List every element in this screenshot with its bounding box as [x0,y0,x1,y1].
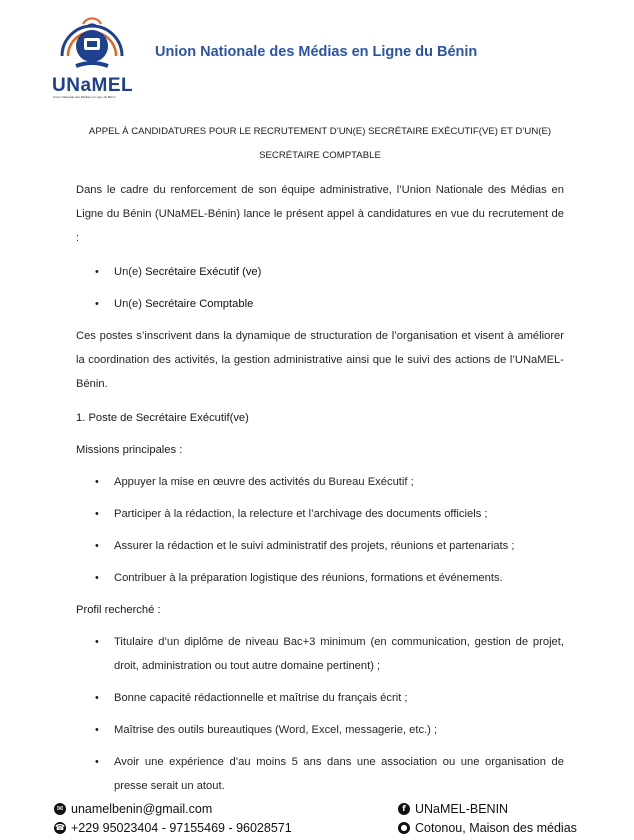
document-body [76,120,564,806]
footer-address [398,821,577,835]
document-title [76,120,564,168]
list-item: • Bonne capacité rédactionnelle et maîtrise du français écrit ; [76,686,564,710]
position-name: Secrétaire Comptable [145,298,254,310]
address-text: Cotonou, Maison des médias [415,821,577,835]
missions-heading: Missions principales : [76,444,183,456]
list-item: • Maîtrise des outils bureautiques (Word, Excel, messagerie, etc.) ; [76,718,564,742]
phone-text: +229 95023404 - 97155469 - 96028571 [71,821,292,835]
title-line-2: SECRÉTAIRE COMPTABLE [259,150,381,161]
context-paragraph: Ces postes s’inscrivent dans la dynamique de structuration de l’organisation et visent à améliorer la coordination des activités, la gestion administrative ainsi que le suivi des actions de l’UNaMEL-Bénin. [76,330,564,390]
letterhead [50,16,590,102]
position-prefix: Un(e) [114,298,146,310]
positions-list [76,260,564,316]
facebook-icon: f [398,803,410,815]
list-item [76,292,564,316]
section-heading: 1. Poste de Secrétaire Exécutif(ve) [76,412,249,424]
email-icon: ✉ [54,803,66,815]
location-icon: ● [398,822,410,834]
title-line-1: APPEL À CANDIDATURES POUR LE RECRUTEMENT D’UN(E) SECRÉTAIRE EXÉCUTIF(VE) ET D’UN(E) [88,126,552,137]
phone-icon: ☎ [55,823,65,832]
list-item: • Contribuer à la préparation logistique des réunions, formations et événements. [76,566,564,590]
intro-paragraph: Dans le cadre du renforcement de son équipe administrative, l’Union Nationale des Médias en Ligne du Bénin (UNaMEL-Bénin) lance le présent appel à candidatures en vue du recrutement de : [76,184,564,244]
list-item: • Titulaire d’un diplôme de niveau Bac+3 minimum (en communication, gestion de projet, droit, administration ou tout autre domaine pertinent) ; [76,630,564,678]
list-item [76,260,564,284]
position-name: Secrétaire Exécutif (ve) [145,266,262,278]
organization-name: Union Nationale des Médias en Ligne du Bénin [155,44,478,60]
list-item: • Assurer la rédaction et le suivi administratif des projets, réunions et partenariats ; [76,534,564,558]
list-item: • Appuyer la mise en œuvre des activités du Bureau Exécutif ; [76,470,564,494]
list-item: • Participer à la rédaction, la relecture et l’archivage des documents officiels ; [76,502,564,526]
contact-footer [54,802,594,838]
facebook-text[interactable]: UNaMEL-BENIN [415,802,509,816]
list-item: • Avoir une expérience d’au moins 5 ans dans une association ou une organisation de presse serait un atout. [76,750,564,798]
profile-heading: Profil recherché : [76,604,161,616]
missions-list [76,470,564,590]
footer-facebook [398,802,508,816]
profile-list [76,630,564,798]
position-prefix: Un(e) [114,266,146,278]
footer-email [54,802,212,816]
footer-phone [54,821,292,835]
email-text[interactable]: unamelbenin@gmail.com [71,802,213,816]
logo-subtitle: Union Nationale des Médias en Ligne du Bénin [53,95,116,99]
logo-wordmark: UNaMEL [52,75,134,96]
